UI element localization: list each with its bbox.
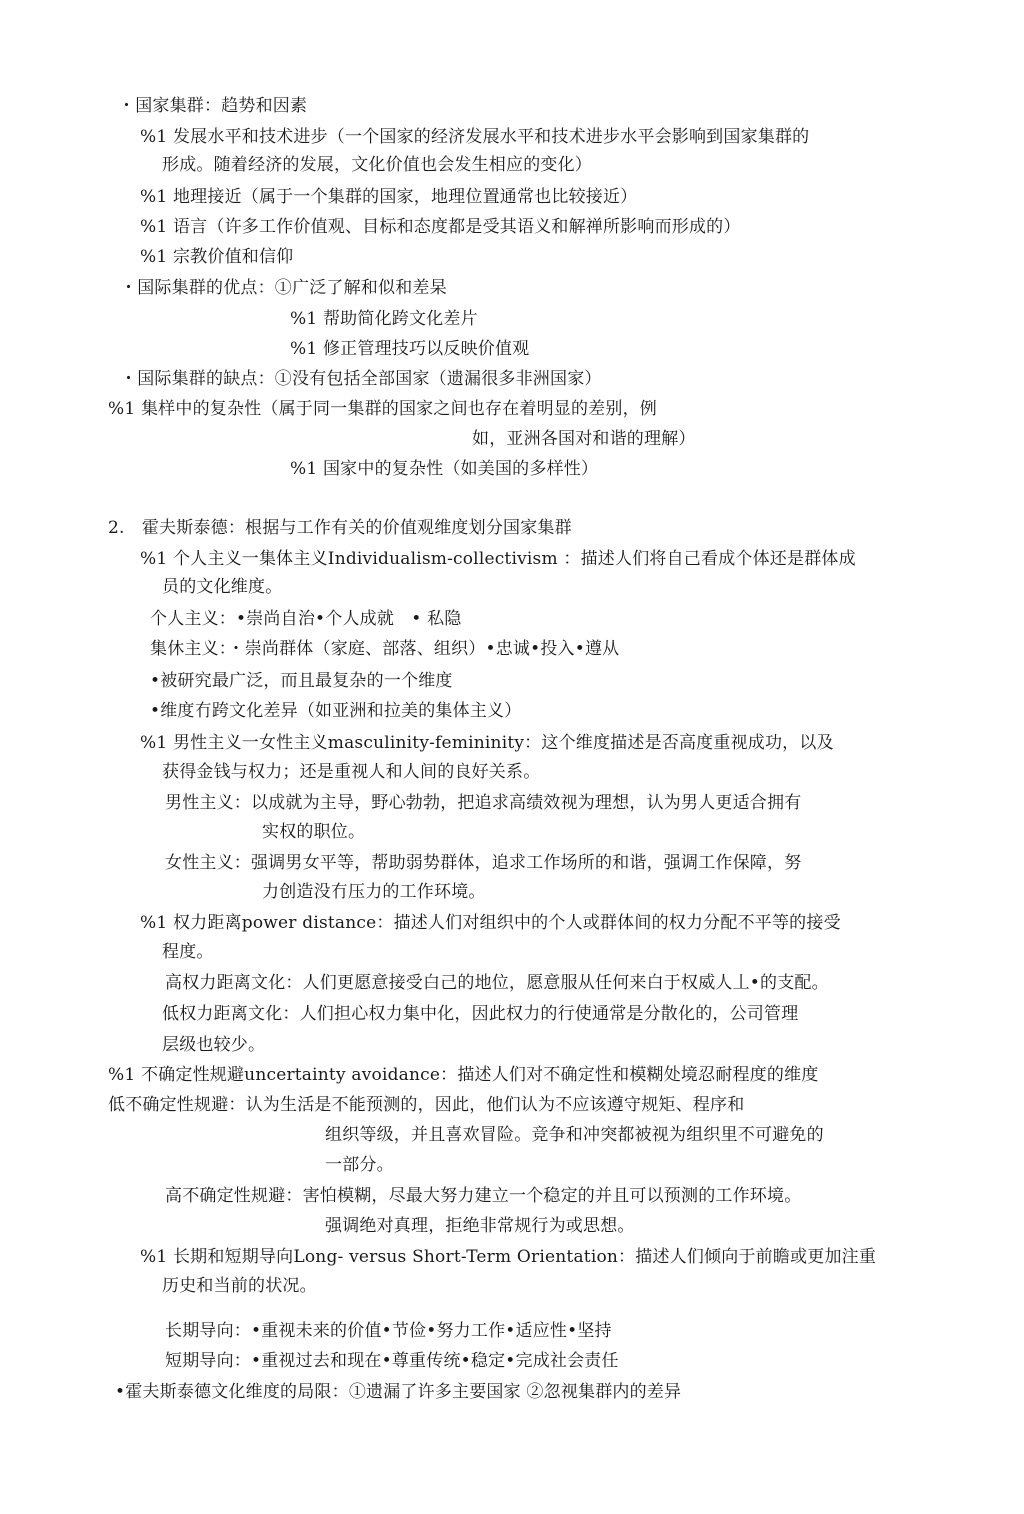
text-line: %1 帮助简化跨文化差片 (290, 309, 478, 329)
text-line: 员的文化维度。 (162, 577, 283, 597)
text-line: 强调绝对真理，拒绝非常规行为或思想。 (325, 1216, 635, 1236)
text-line: %1 发展水平和技术进步（一个国家的经济发展水平和技术进步水平会影响到国家集群的 (140, 127, 810, 147)
text-line: %1 宗教价值和信仰 (140, 247, 294, 267)
text-line: 历史和当前的状况。 (162, 1276, 317, 1296)
text-line: %1 地理接近（属于一个集群的国家，地理位置通常也比较接近） (140, 187, 638, 207)
text-line: 2. 霍夫斯泰德：根据与工作有关的价值观维度划分国家集群 (108, 518, 572, 538)
text-line: 实权的职位。 (262, 822, 366, 842)
text-line: 个人主义：•崇尚自治•个人成就 • 私隐 (150, 609, 462, 629)
text-line: %1 不确定性规避uncertainty avoidance：描述人们对不确定性和模糊处境忍耐程度的维度 (108, 1065, 819, 1085)
text-line: 短期导向：•重视过去和现在•尊重传统•稳定•完成社会责任 (165, 1351, 619, 1371)
text-line: ・国际集群的优点：①广泛了解和似和差杲 (120, 278, 447, 298)
text-line: 高权力距离文化：人们更愿意接受白己的地位，愿意服从任何来白于权威人丄•的支配。 (165, 973, 829, 993)
text-line: 低权力距离文化：人们担心权力集中化，因此权力的行使通常是分散化的，公司管理 (162, 1004, 799, 1024)
text-line: %1 修正管理技巧以反映价值观 (290, 339, 530, 359)
text-line: 集休主义：・崇尚群体（家庭、部落、组织）•忠诚•投入•遵从 (150, 639, 620, 659)
text-line: 层级也较少。 (162, 1035, 266, 1055)
text-line: •维度冇跨文化差异（如亚洲和拉美的集体主义） (150, 701, 522, 721)
text-line: %1 权力距离power distance：描述人们对组织中的个人或群体间的权力分配不平等的接受 (140, 913, 841, 933)
text-line: 长期导向：•重视未来的价值•节俭•努力工作•适应性•坚持 (165, 1321, 612, 1341)
text-line: 形成。随着经济的发展，文化价值也会发生相应的变化） (162, 155, 592, 175)
text-line: %1 集样中的复杂性（属于同一集群的国家之间也存在着明显的差别，例 (108, 399, 657, 419)
text-line: %1 男性主义一女性主义masculinity-femininity：这个维度描述是否高度重视成功，以及 (140, 733, 834, 753)
text-line: 低不确定性规避：认为生活是不能预测的，因此，他们认为不应该遵守规矩、程序和 (108, 1095, 745, 1115)
text-line: 力创造没冇压力的工作环境。 (262, 882, 486, 902)
text-line: •霍夫斯泰德文化维度的局限：①遗漏了许多主要国家 ②忽视集群内的差异 (115, 1382, 682, 1402)
text-line: 男性主义：以成就为主导，野心勃勃，把追求高绩效视为理想，认为男人更适合拥有 (165, 793, 802, 813)
text-line: 女性主义：强调男女平等，帮助弱势群体，追求工作场所的和谐，强调工作保障，努 (165, 853, 802, 873)
text-line: 程度。 (162, 942, 214, 962)
text-line: %1 国家中的复杂性（如美国的多样性） (290, 459, 599, 479)
text-line: 组织等级，并且喜欢冒险。竞争和冲突都被视为组织里不可避免的 (325, 1125, 824, 1145)
text-line: •被研究最广泛，而且最复杂的一个维度 (150, 671, 453, 691)
text-line: %1 语言（许多工作价值观、目标和态度都是受其语义和解禅所影响而形成的） (140, 217, 741, 237)
text-line: ・国际集群的缺点：①没有包括全部国家（遗漏很多非洲国家） (120, 369, 602, 389)
text-line: 一部分。 (325, 1155, 394, 1175)
text-line: %1 长期和短期导向Long- versus Short-Term Orientation：描述人们倾向于前瞻或更加注重 (140, 1247, 877, 1267)
text-line: %1 个人主义一集体主义Individualism-collectivism ：描述人们将自己看成个体还是群体成 (140, 549, 856, 569)
text-line: ・国家集群：趋势和因素 (118, 96, 308, 116)
text-line: 高不确定性规避：害怕模糊，尽最大努力建立一个稳定的并且可以预测的工作环境。 (165, 1186, 802, 1206)
text-line: 获得金钱与权力；还是重视人和人间的良好关系。 (162, 762, 541, 782)
text-line: 如，亚洲各国对和谐的理解） (472, 429, 696, 449)
